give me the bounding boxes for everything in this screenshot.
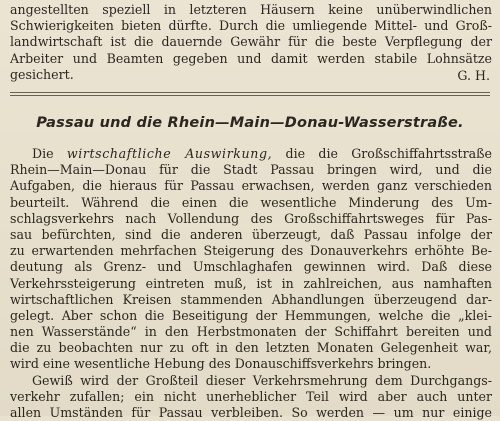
text-line: beurteilt. Während die einen die wesentliche Minderung des Um- — [10, 194, 492, 210]
text-line-first — [10, 146, 492, 162]
emphasized-text: wirtschaftliche Auswirkung, — [66, 146, 273, 161]
divider-rule — [10, 92, 490, 93]
text-line: zu erwartenden mehrfachen Steigerung des Donauverkehrs erhöhte Be- — [10, 243, 492, 259]
text-line: wird eine wesentliche Hebung des Donauschiffsverkehrs bringen. — [10, 356, 432, 372]
text-line: gesichert. — [10, 66, 74, 82]
text-line: Schwierigkeiten bieten dürfte. Durch die umliegende Mittel- und Groß- — [10, 18, 492, 34]
text-line: angestellten speziell in letzteren Häusern keine unüberwindlichen — [10, 2, 492, 17]
text-fragment: Die — [32, 146, 67, 161]
author-signature: G. H. — [457, 68, 490, 83]
text-line: Rhein—Main—Donau für die Stadt Passau bringen wird, und die — [10, 162, 492, 178]
text-line: die zu beobachten nur zu oft in den letzten Monaten Gelegenheit war, — [10, 340, 492, 356]
text-line: Gewiß wird der Großteil dieser Verkehrsmehrung dem Durchgangs- — [32, 372, 492, 388]
text-fragment: die die Großschiffahrtsstraße — [272, 146, 492, 161]
text-line: schlagsverkehrs nach Vollendung des Großschiffahrtsweges für Pas- — [10, 210, 492, 226]
paragraph-previous-article — [10, 2, 492, 83]
text-line: deutung als Grenz- und Umschlaghafen gewinnen wird. Daß diese — [10, 259, 492, 275]
text-line: gelegt. Aber schon die Beseitigung der Hemmungen, welche die „klei- — [10, 307, 492, 323]
article-title: Passau und die Rhein—Main—Donau-Wasserstraße. — [36, 115, 464, 131]
text-line: allen Umständen für Passau verbleiben. So werden — um nur einige — [10, 405, 492, 420]
divider-rule — [10, 95, 490, 96]
text-line: Verkehrssteigerung eintreten muß, ist in zahlreichen, aus namhaften — [10, 275, 492, 291]
text-line: sau befürchten, sind die anderen überzeugt, daß Passau infolge der — [10, 226, 492, 242]
text-line: nen Wasserstände“ in den Herbstmonaten der Schiffahrt bereiten und — [10, 324, 492, 340]
text-line: Aufgaben, die hieraus für Passau erwachsen, werden ganz verschieden — [10, 178, 492, 194]
text-line: Arbeiter und Beamten gegeben und damit werden stabile Lohnsätze — [10, 50, 492, 66]
text-line: landwirtschaft ist die dauernde Gewähr für die beste Verpflegung der — [10, 34, 492, 50]
article-body — [10, 146, 492, 421]
text-line: wirtschaftlichen Kreisen stammenden Abhandlungen überzeugend dar- — [10, 291, 492, 307]
text-line: verkehr zufallen; ein nicht unerheblicher Teil wird aber auch unter — [10, 388, 492, 404]
